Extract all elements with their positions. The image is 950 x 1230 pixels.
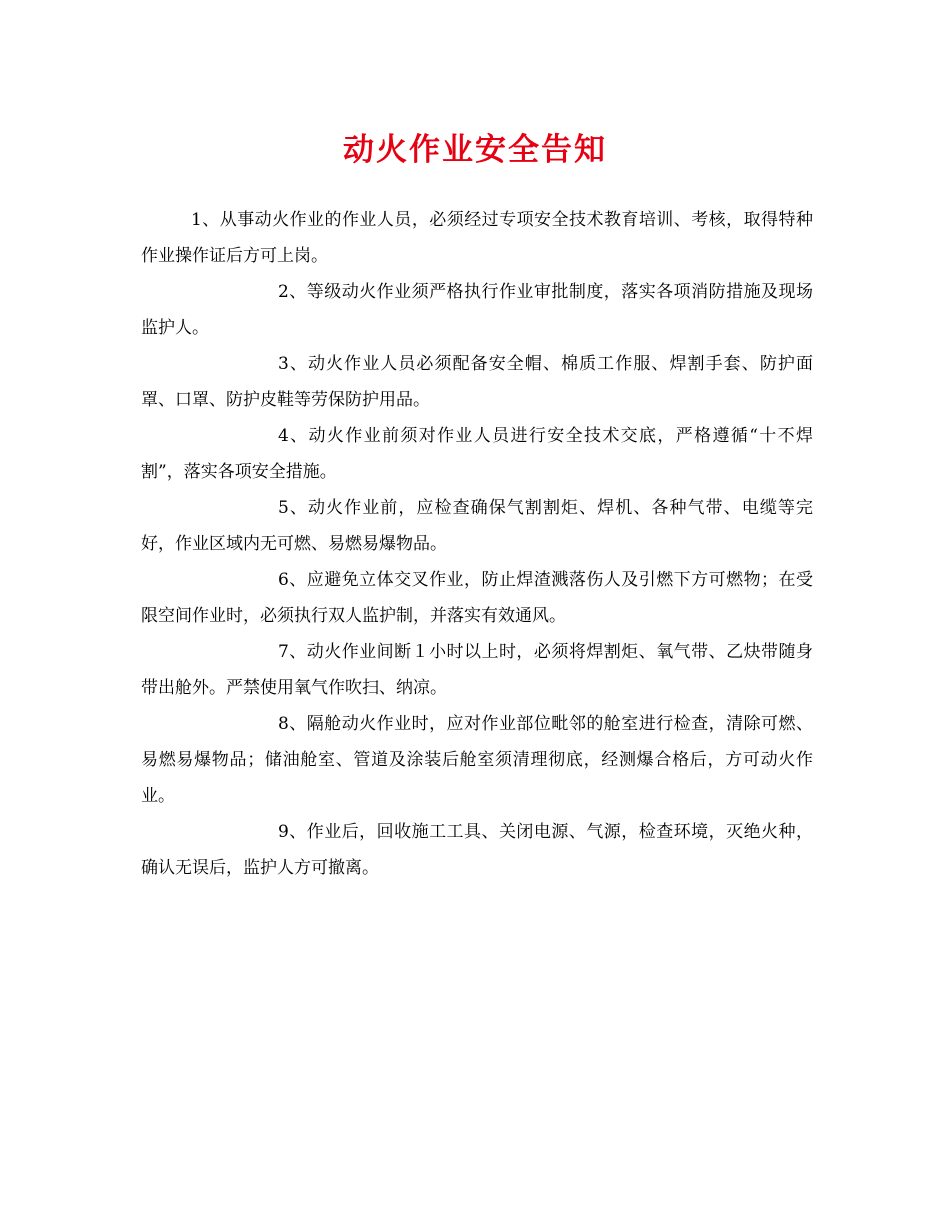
document-body xyxy=(141,202,813,886)
paragraph-7: 7、动火作业间断１小时以上时，必须将焊割炬、氧气带、乙炔带随身带出舱外。严禁使用氧气作吹扫、纳凉。 xyxy=(141,642,813,698)
paragraph-1: 1、从事动火作业的作业人员，必须经过专项安全技术教育培训、考核，取得特种作业操作证后方可上岗。 xyxy=(141,210,813,266)
paragraph-5: 5、动火作业前，应检查确保气割割炬、焊机、各种气带、电缆等完好，作业区域内无可燃、易燃易爆物品。 xyxy=(141,498,813,554)
paragraph-2: 2、等级动火作业须严格执行作业审批制度，落实各项消防措施及现场监护人。 xyxy=(141,282,813,338)
paragraph-4: 4、动火作业前须对作业人员进行安全技术交底，严格遵循“十不焊割”，落实各项安全措施。 xyxy=(141,426,813,482)
paragraph-9: 9、作业后，回收施工工具、关闭电源、气源，检查环境，灭绝火种，确认无误后，监护人方可撤离。 xyxy=(141,822,813,878)
paragraph-6: 6、应避免立体交叉作业，防止焊渣溅落伤人及引燃下方可燃物；在受限空间作业时，必须执行双人监护制，并落实有效通风。 xyxy=(141,570,813,626)
paragraph-8: 8、隔舱动火作业时，应对作业部位毗邻的舱室进行检查，清除可燃、易燃易爆物品；储油舱室、管道及涂装后舱室须清理彻底，经测爆合格后，方可动火作业。 xyxy=(141,714,813,806)
paragraph-3: 3、动火作业人员必须配备安全帽、棉质工作服、焊割手套、防护面罩、口罩、防护皮鞋等劳保防护用品。 xyxy=(141,354,813,410)
document-title: 动火作业安全告知 xyxy=(343,132,607,168)
